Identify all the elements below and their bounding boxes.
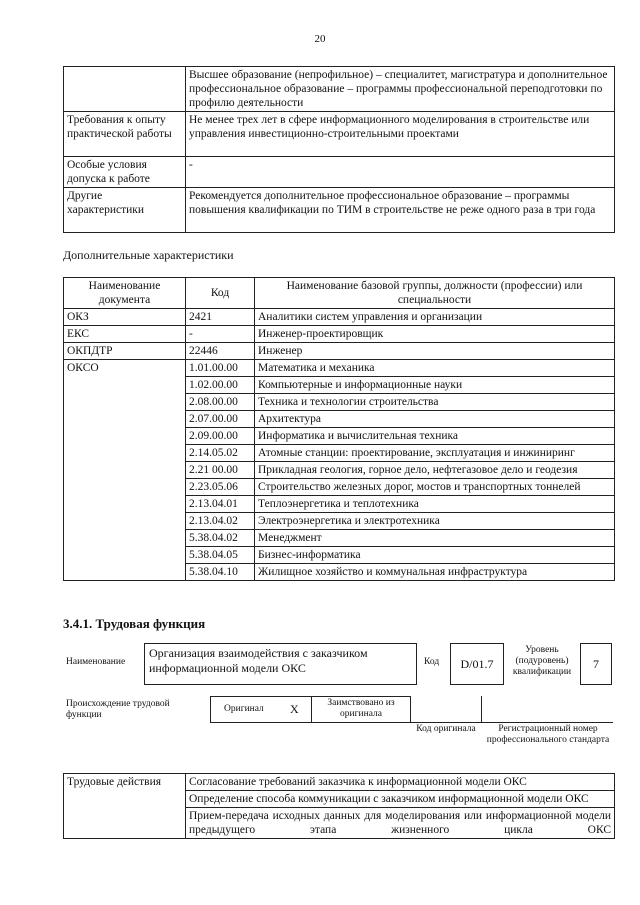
actions-label: Трудовые действия xyxy=(64,774,186,839)
doc-cell: ЕКС xyxy=(64,326,186,343)
code-cell: 2.08.00.00 xyxy=(186,394,255,411)
code-cell: 2.14.05.02 xyxy=(186,445,255,462)
requirement-label: Требования к опыту практической работы xyxy=(64,112,186,157)
requirements-table xyxy=(63,66,615,233)
table-row xyxy=(64,188,615,233)
table-row xyxy=(64,112,615,157)
table-row xyxy=(64,774,615,791)
name-label: Наименование xyxy=(66,657,126,667)
requirement-value: Не менее трех лет в сфере информационного моделирования в строительстве или управления инвестиционно-строительными проектами xyxy=(186,112,615,157)
name-cell: Информатика и вычислительная техника xyxy=(255,428,615,445)
table-row xyxy=(64,67,615,112)
doc-cell: ОКПДТР xyxy=(64,343,186,360)
reg-number-label: Регистрационный номер профессионального стандарта xyxy=(486,724,610,745)
code-label: Код xyxy=(424,657,440,667)
original-label: Оригинал xyxy=(224,704,264,714)
name-cell: Аналитики систем управления и организации xyxy=(255,309,615,326)
code-cell: 1.02.00.00 xyxy=(186,377,255,394)
code-original-label: Код оригинала xyxy=(416,724,476,734)
original-mark: X xyxy=(290,702,299,716)
table-row xyxy=(64,360,615,377)
requirement-value: Высшее образование (непрофильное) – специалитет, магистратура и дополнительное профессиональное образование – программы профессиональной переподготовки по профилю деятельности xyxy=(186,67,615,112)
code-cell: 2421 xyxy=(186,309,255,326)
borrowed-label: Заимствовано из оригинала xyxy=(327,698,395,719)
code-cell: 5.38.04.02 xyxy=(186,530,255,547)
origin-label: Происхождение трудовой функции xyxy=(66,699,170,720)
action-item: Прием-передача исходных данных для моделирования или информационной модели предыдущего этапа жизненного цикла ОКС xyxy=(186,808,615,839)
name-cell: Теплоэнергетика и теплотехника xyxy=(255,496,615,513)
table-header-row xyxy=(64,278,615,309)
doc-cell: ОКЗ xyxy=(64,309,186,326)
table-row xyxy=(64,343,615,360)
name-cell: Строительство железных дорог, мостов и транспортных тоннелей xyxy=(255,479,615,496)
origin-divider xyxy=(481,696,482,723)
name-cell: Менеджмент xyxy=(255,530,615,547)
code-cell: 2.23.05.06 xyxy=(186,479,255,496)
function-heading: 3.4.1. Трудовая функция xyxy=(63,616,206,631)
requirement-value: Рекомендуется дополнительное профессиональное образование – программы повышения квалификации по ТИМ в строительстве не реже одного раза в три года xyxy=(186,188,615,233)
table-row xyxy=(64,309,615,326)
code-cell: 2.09.00.00 xyxy=(186,428,255,445)
page-number: 20 xyxy=(314,33,326,45)
function-code-box: D/01.7 xyxy=(450,643,504,685)
table-row xyxy=(64,157,615,188)
function-name-box: Организация взаимодействия с заказчиком информационной модели ОКС xyxy=(144,643,417,685)
code-cell: - xyxy=(186,326,255,343)
additional-characteristics-title: Дополнительные характеристики xyxy=(63,248,234,262)
name-cell: Жилищное хозяйство и коммунальная инфраструктура xyxy=(255,564,615,581)
action-item: Определение способа коммуникации с заказчиком информационной модели ОКС xyxy=(186,791,615,808)
code-cell: 2.07.00.00 xyxy=(186,411,255,428)
table-row xyxy=(64,326,615,343)
name-cell: Инженер xyxy=(255,343,615,360)
requirement-value: - xyxy=(186,157,615,188)
name-cell: Компьютерные и информационные науки xyxy=(255,377,615,394)
code-cell: 2.13.04.02 xyxy=(186,513,255,530)
name-cell: Инженер-проектировщик xyxy=(255,326,615,343)
requirement-label: Другие характеристики xyxy=(64,188,186,233)
level-box: 7 xyxy=(580,643,612,685)
code-cell: 5.38.04.05 xyxy=(186,547,255,564)
requirement-label: Особые условия допуска к работе xyxy=(64,157,186,188)
name-cell: Атомные станции: проектирование, эксплуатация и инжиниринг xyxy=(255,445,615,462)
level-label: Уровень (подуровень) квалификации xyxy=(512,645,572,677)
doc-cell: ОКСО xyxy=(64,360,186,581)
additional-characteristics-table xyxy=(63,277,615,581)
code-cell: 2.21 00.00 xyxy=(186,462,255,479)
name-cell: Электроэнергетика и электротехника xyxy=(255,513,615,530)
name-cell: Математика и механика xyxy=(255,360,615,377)
code-cell: 1.01.00.00 xyxy=(186,360,255,377)
origin-underline xyxy=(411,722,613,723)
name-cell: Прикладная геология, горное дело, нефтегазовое дело и геодезия xyxy=(255,462,615,479)
requirement-label xyxy=(64,67,186,112)
code-cell: 22446 xyxy=(186,343,255,360)
column-header-code: Код xyxy=(186,278,255,309)
name-cell: Бизнес-информатика xyxy=(255,547,615,564)
code-cell: 5.38.04.10 xyxy=(186,564,255,581)
labour-actions-table xyxy=(63,773,615,839)
column-header-name: Наименование базовой группы, должности (профессии) или специальности xyxy=(255,278,615,309)
code-cell: 2.13.04.01 xyxy=(186,496,255,513)
column-header-document: Наименование документа xyxy=(64,278,186,309)
name-cell: Архитектура xyxy=(255,411,615,428)
name-cell: Техника и технологии строительства xyxy=(255,394,615,411)
action-item: Согласование требований заказчика к информационной модели ОКС xyxy=(186,774,615,791)
